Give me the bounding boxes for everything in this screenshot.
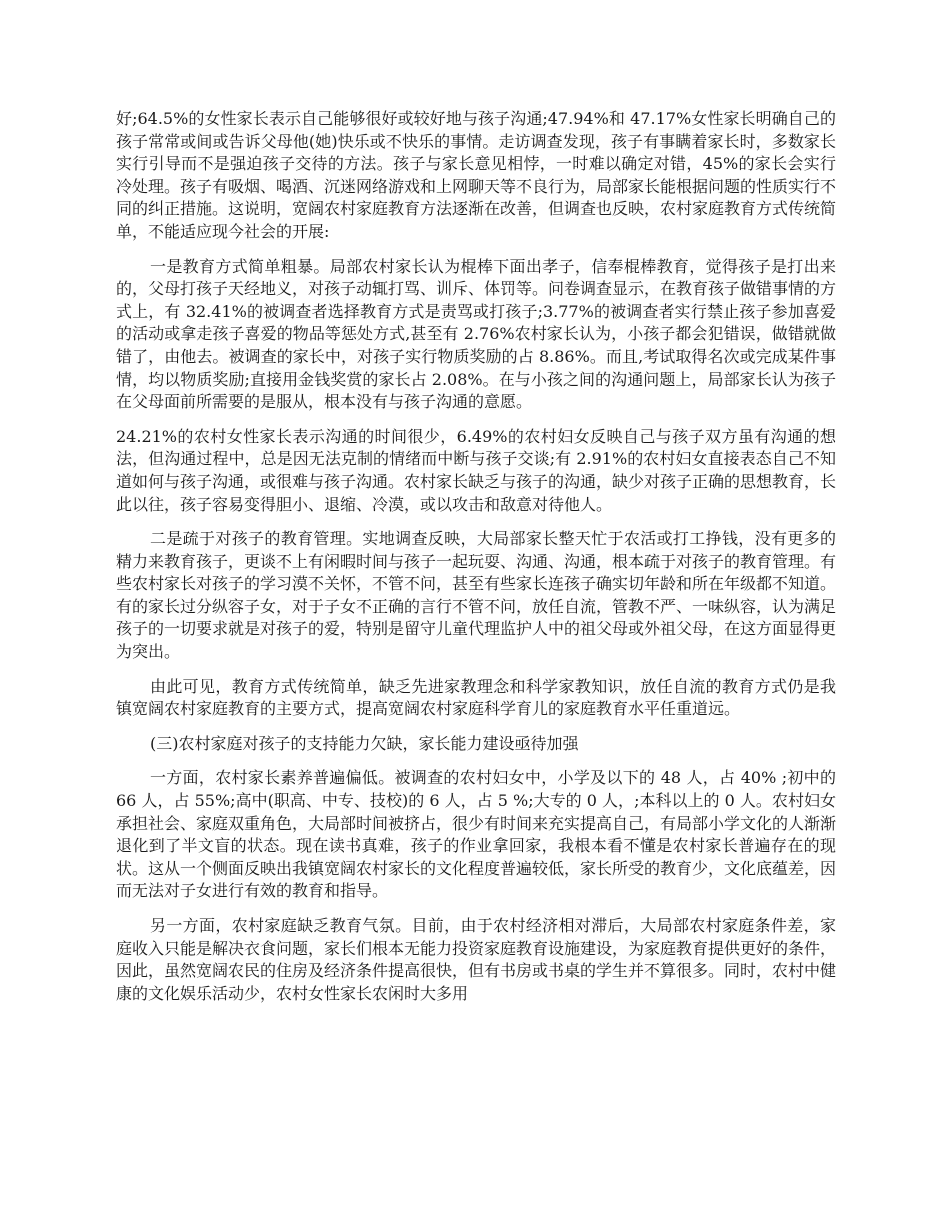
paragraph-conclusion: 由此可见，教育方式传统简单，缺乏先进家教理念和科学家教知识，放任自流的教育方式仍是我镇宽阔农村家庭教育的主要方式，提高宽阔农村家庭科学育儿的家庭教育水平任重道远。 (116, 676, 836, 719)
paragraph-rough-education: 一是教育方式简单粗暴。局部农村家长认为棍棒下面出孝子，信奉棍棒教育，觉得孩子是打出来的，父母打孩子天经地义，对孩子动辄打骂、训斥、体罚等。问卷调查显示，在教育孩子做错事情的方式上，有 32.41%的被调查者选择教育方式是责骂或打孩子;3.77%的被调查者实行禁止孩子参加喜爱的活动或拿走孩子喜爱的物品等惩处方式,甚至有 2.76%农村家长认为，小孩子都会犯错误，做错就做错了，由他去。被调查的家长中，对孩子实行物质奖励的占 8.86%。而且,考试取得名次或完成某件事情，均以物质奖励;直接用金钱奖赏的家长占 2.08%。在与小孩之间的沟通问题上，局部家长认为孩子在父母面前所需要的是服从，根本没有与孩子沟通的意愿。 (116, 256, 837, 412)
section-heading-support-capacity: (三)农村家庭对孩子的支持能力欠缺，家长能力建设亟待加强 (150, 733, 579, 753)
paragraph-parent-education-level: 一方面，农村家长素养普遍偏低。被调查的农村妇女中，小学及以下的 48 人，占 40% ;初中的 66 人，占 55%;高中(职高、中专、技校)的 6 人，占 5 %;大专的 0 人，;本科以上的 0 人。农村妇女承担社会、家庭双重角色，大局部时间被挤占，很少有时间来充实提高自己，有局部小学文化的人渐渐退化到了半文盲的状态。现在读书真难，孩子的作业拿回家，我根本看不懂是农村家长普遍存在的现状。这从一个侧面反映出我镇宽阔农村家长的文化程度普遍较低，家长所受的教育少，文化底蕴差，因而无法对子女进行有效的教育和指导。 (116, 768, 837, 901)
paragraph-lack-of-communication: 24.21%的农村女性家长表示沟通的时间很少，6.49%的农村妇女反映自己与孩子双方虽有沟通的想法，但沟通过程中，总是因无法克制的情绪而中断与孩子交谈;有 2.91%的农村妇女直接表态自己不知道如何与孩子沟通，或很难与孩子沟通。农村家长缺乏与孩子的沟通，缺少对孩子正确的思想教育，长此以往，孩子容易变得胆小、退缩、冷漠，或以攻击和敌意对待他人。 (116, 426, 837, 514)
paragraph-family-atmosphere: 另一方面，农村家庭缺乏教育气氛。目前，由于农村经济相对滞后，大局部农村家庭条件差，家庭收入只能是解决衣食问题，家长们根本无能力投资家庭教育设施建设，为家庭教育提供更好的条件，因此，虽然宽阔农民的住房及经济条件提高很快，但有书房或书桌的学生并不算很多。同时，农村中健康的文化娱乐活动少，农村女性家长农闲时大多用 (116, 916, 837, 1003)
paragraph-neglected-management: 二是疏于对孩子的教育管理。实地调查反映，大局部家长整天忙于农活或打工挣钱，没有更多的精力来教育孩子，更谈不上有闲暇时间与孩子一起玩耍、沟通、沟通，根本疏于对孩子的教育管理。有些农村家长对孩子的学习漠不关怀，不管不问，甚至有些家长连孩子确实切年龄和所在年级都不知道。有的家长过分纵容子女，对于子女不正确的言行不管不问，放任自流，管教不严、一味纵容，认为满足孩子的一切要求就是对孩子的爱，特别是留守儿童代理监护人中的祖父母或外祖父母，在这方面显得更为突出。 (116, 529, 837, 662)
paragraph-communication-stats: 好;64.5%的女性家长表示自己能够很好或较好地与孩子沟通;47.94%和 47.17%女性家长明确自己的孩子常常或间或告诉父母他(她)快乐或不快乐的事情。走访调查发现，孩子有事瞒着家长时，多数家长实行引导而不是强迫孩子交待的方法。孩子与家长意见相悖，一时难以确定对错，45%的家长会实行冷处理。孩子有吸烟、喝酒、沉迷网络游戏和上网聊天等不良行为，局部家长能根据问题的性质实行不同的纠正措施。这说明，宽阔农村家庭教育方法逐渐在改善，但调查也反映，农村家庭教育方式传统简单，不能适应现今社会的开展: (116, 109, 837, 241)
document-page (116, 108, 836, 1017)
